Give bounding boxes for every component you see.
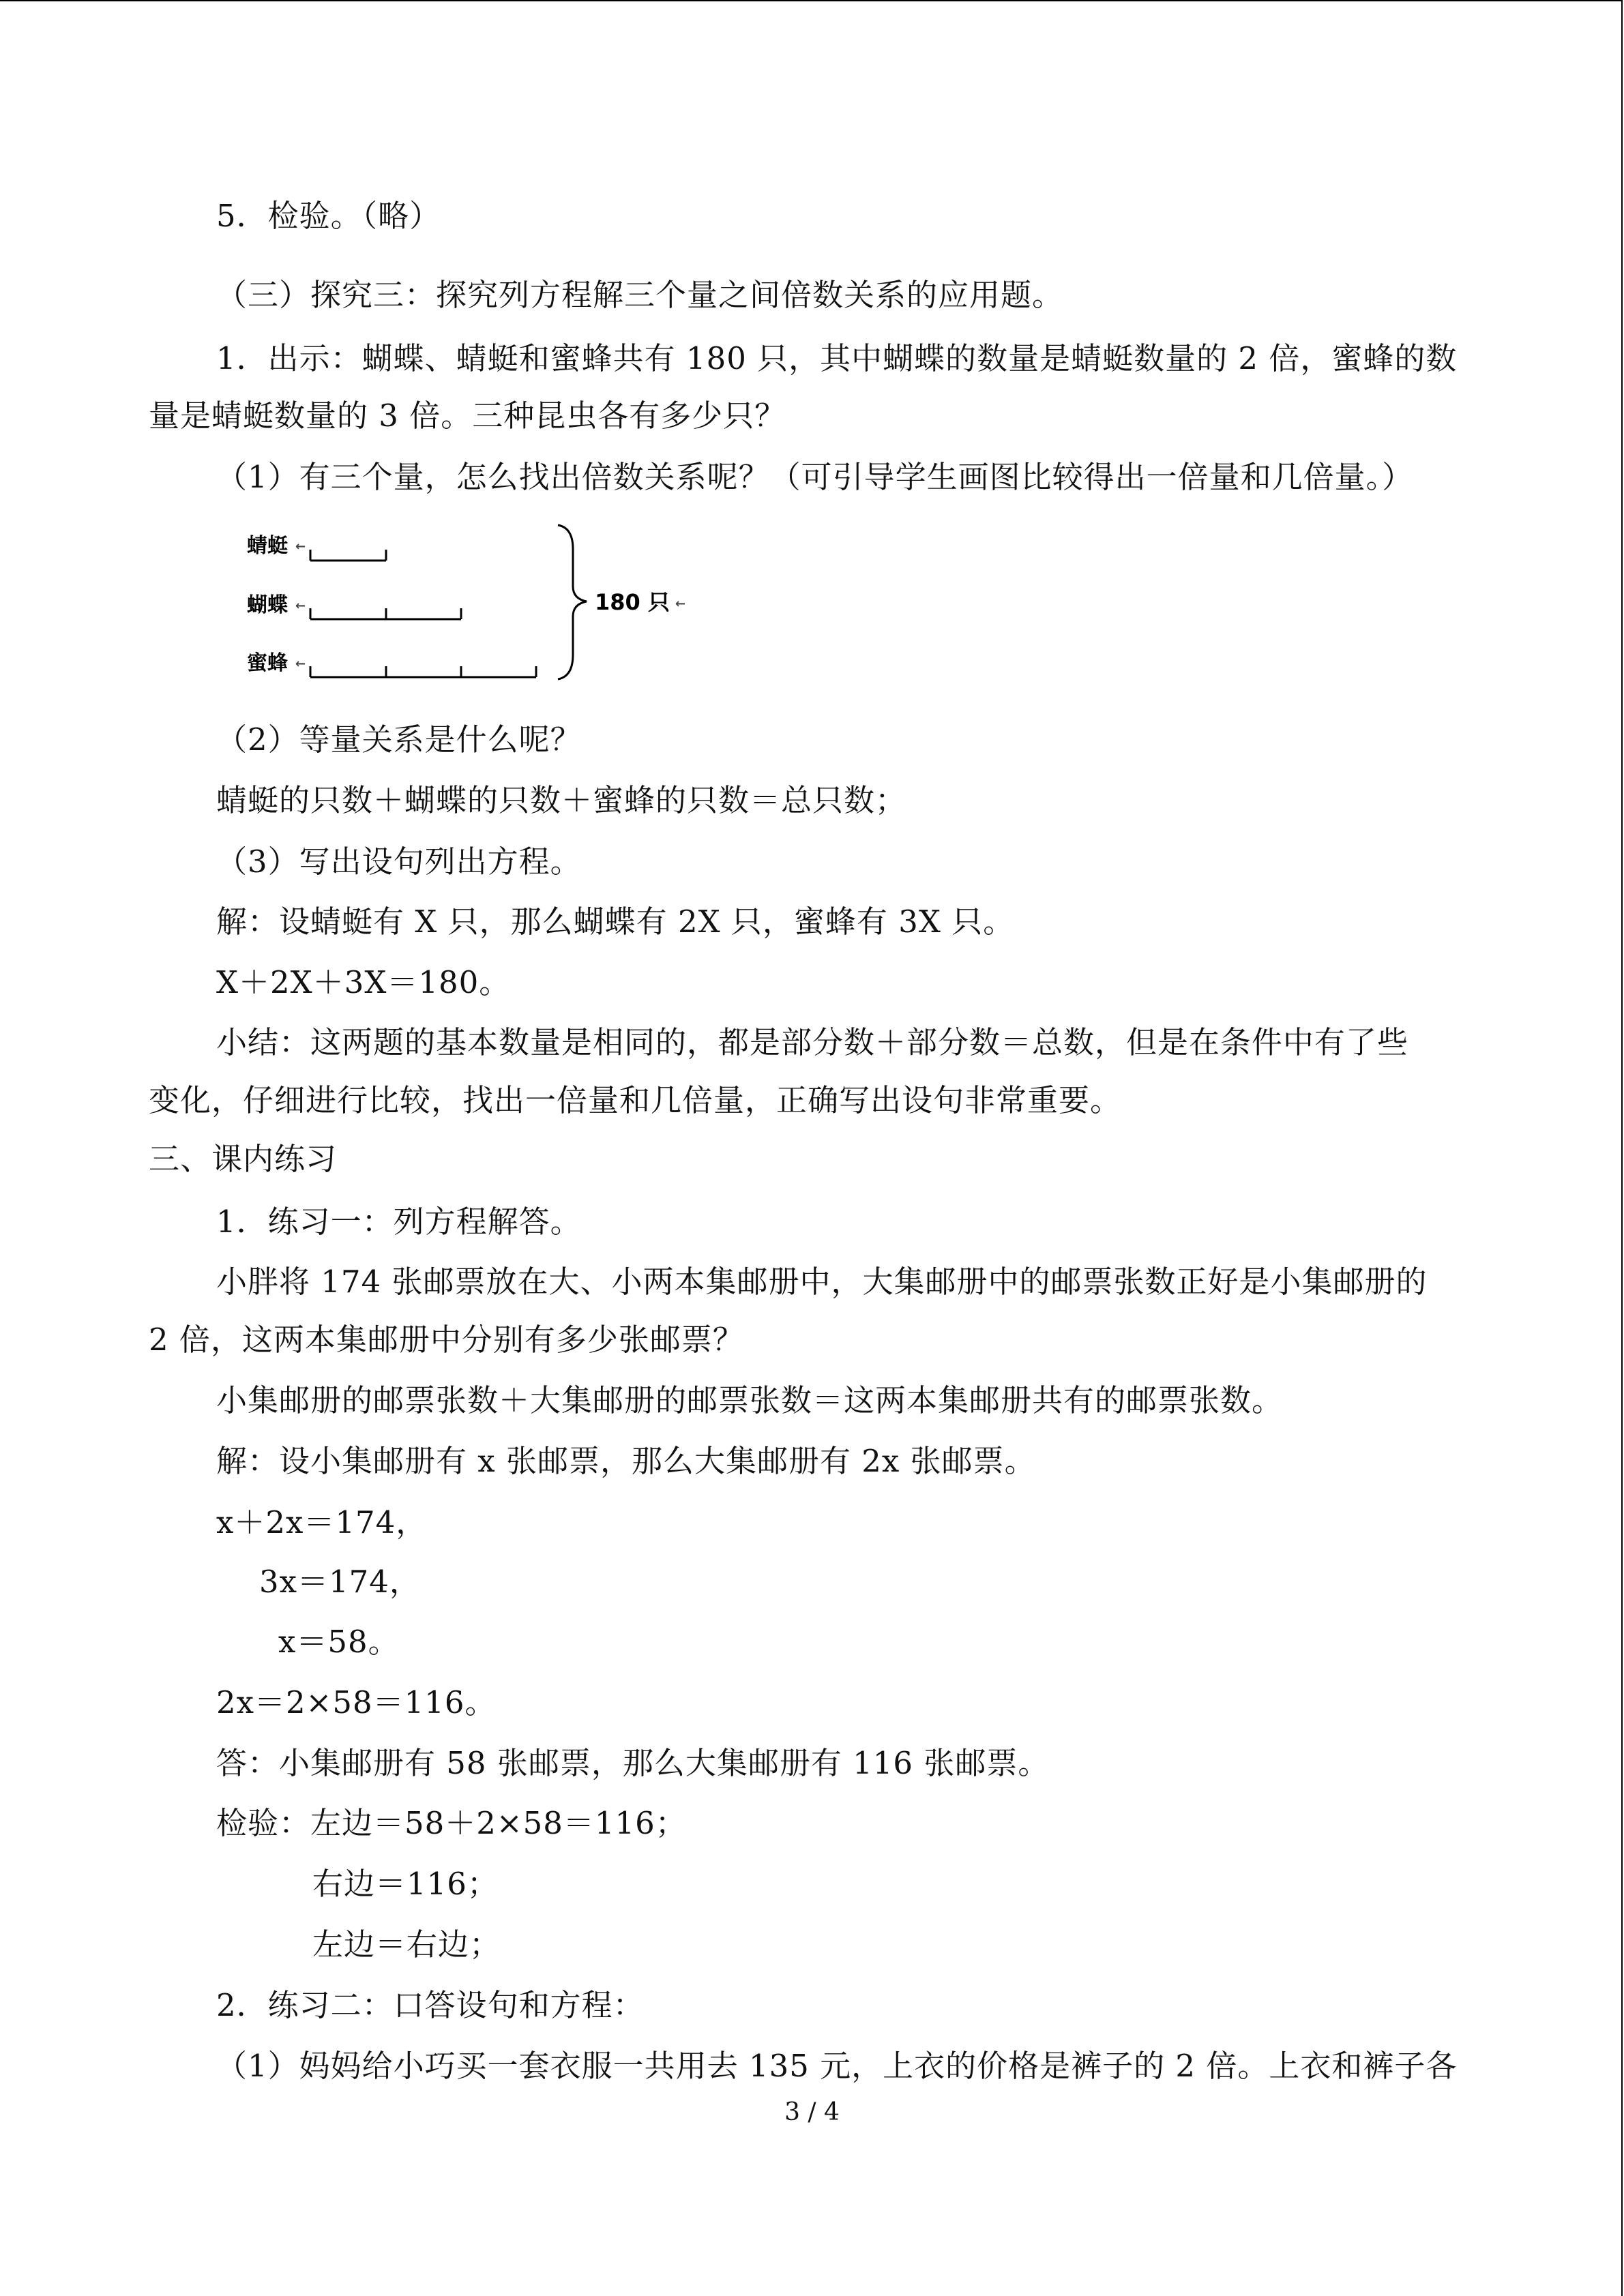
diagram-row-dragonfly (247, 534, 386, 561)
text-line: 2．练习二：口答设句和方程： (216, 1987, 645, 2023)
bar-diagram (232, 518, 723, 689)
text-line: 小胖将 174 张邮票放在大、小两本集邮册中，大集邮册中的邮票张数正好是小集邮册的 (216, 1264, 1428, 1300)
text-line: 5．检验。（略） (216, 198, 441, 234)
equation-line: 2x＝2×58＝116。 (216, 1684, 497, 1720)
text-line: （1）妈妈给小巧买一套衣服一共用去 135 元，上衣的价格是裤子的 2 倍。上衣和裤子各 (216, 2048, 1458, 2084)
curly-brace (558, 525, 587, 679)
arrow-icon: ← (295, 539, 306, 554)
diagram-row-bee (247, 651, 536, 677)
text-line: 量是蜻蜓数量的 3 倍。三种昆虫各有多少只？ (149, 398, 786, 434)
text-line: 左边＝右边； (312, 1926, 501, 1963)
text-line: 检验：左边＝58＋2×58＝116； (216, 1805, 687, 1841)
page-number: 3 / 4 (784, 2098, 840, 2126)
equation-line: 3x＝174， (259, 1564, 421, 1600)
text-line: （2）等量关系是什么呢？ (216, 721, 582, 758)
diagram-label: 蜜蜂 (247, 651, 288, 675)
text-line: 解：设蜻蜓有 X 只，那么蝴蝶有 2X 只，蜜蜂有 3X 只。 (216, 904, 1015, 940)
text-line: 答：小集邮册有 58 张邮票，那么大集邮册有 116 张邮票。 (216, 1745, 1050, 1781)
text-line: 1．练习一：列方程解答。 (216, 1204, 582, 1240)
equation-line: x＋2x＝174， (216, 1504, 428, 1540)
text-line: 小集邮册的邮票张数＋大集邮册的邮票张数＝这两本集邮册共有的邮票张数。 (216, 1382, 1284, 1418)
arrow-icon: ← (675, 597, 686, 611)
equation-line: x＝58。 (278, 1624, 400, 1660)
text-line: X＋2X＋3X＝180。 (216, 964, 511, 1000)
text-line: 变化，仔细进行比较，找出一倍量和几倍量，正确写出设句非常重要。 (149, 1082, 1122, 1118)
text-line: 解：设小集邮册有 x 张邮票，那么大集邮册有 2x 张邮票。 (216, 1443, 1036, 1479)
text-line: 2 倍，这两本集邮册中分别有多少张邮票？ (149, 1322, 744, 1358)
text-line: 小结：这两题的基本数量是相同的，都是部分数＋部分数＝总数，但是在条件中有了些 (216, 1024, 1409, 1060)
total-label: 180 只 (595, 589, 670, 615)
text-line: （三）探究三：探究列方程解三个量之间倍数关系的应用题。 (216, 277, 1064, 313)
text-line: （3）写出设句列出方程。 (216, 844, 582, 880)
text-line: 右边＝116； (312, 1866, 499, 1902)
arrow-icon: ← (295, 599, 306, 613)
section-heading: 三、课内练习 (149, 1141, 338, 1177)
diagram-row-butterfly (247, 593, 461, 619)
diagram-label: 蜻蜓 (247, 534, 288, 558)
text-line: 1．出示：蝴蝶、蜻蜓和蜜蜂共有 180 只，其中蝴蝶的数量是蜻蜓数量的 2 倍，蜜蜂的数 (216, 340, 1458, 376)
text-line: （1）有三个量，怎么找出倍数关系呢？（可引导学生画图比较得出一倍量和几倍量。） (216, 459, 1414, 495)
diagram-label: 蝴蝶 (247, 593, 288, 617)
text-line: 蜻蜓的只数＋蝴蝶的只数＋蜜蜂的只数＝总只数； (216, 782, 907, 818)
arrow-icon: ← (295, 657, 306, 671)
